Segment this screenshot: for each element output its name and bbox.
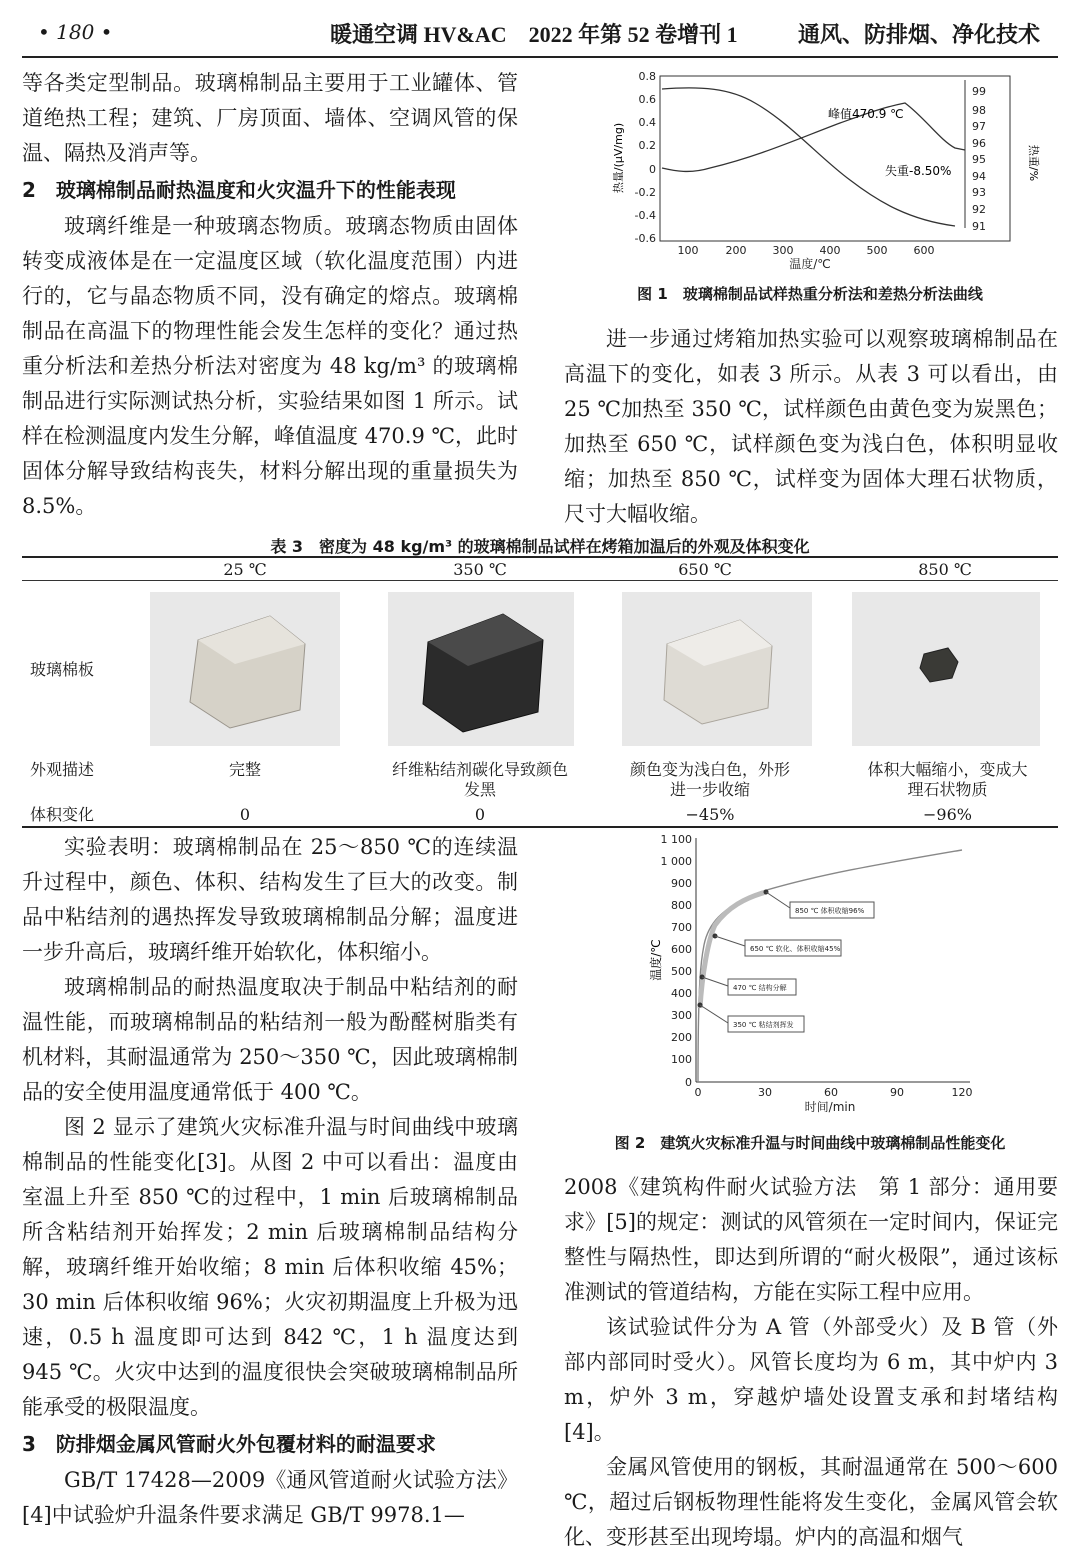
y-axis-label: 温度/℃	[649, 939, 663, 981]
y-tick: 900	[671, 877, 692, 890]
x-axis-label: 温度/℃	[789, 257, 831, 271]
x-tick: 500	[866, 244, 888, 257]
left-tick: 0	[649, 163, 656, 176]
table-bottom-rule	[22, 826, 1058, 828]
right-tick: 96	[972, 137, 986, 150]
left-column-bottom	[22, 830, 518, 1533]
appearance-cell: 颜色变为浅白色，外形进一步收缩	[629, 760, 790, 799]
paragraph: 等各类定型制品。玻璃棉制品主要用于工业罐体、管道绝热工程；建筑、厂房顶面、墙体、空调风管的保温、隔热及消声等。	[22, 71, 518, 165]
sample-photo-350c	[388, 592, 574, 746]
table-3-caption: 表 3 密度为 48 kg/m³ 的玻璃棉制品试样在烤箱加温后的外观及体积变化	[270, 537, 810, 556]
left-column-top	[22, 66, 518, 524]
y-tick: 800	[671, 899, 692, 912]
temp-header: 850 ℃	[918, 560, 972, 579]
sample-photo-650c	[622, 592, 812, 746]
y-tick: 400	[671, 987, 692, 1000]
x-tick: 200	[725, 244, 747, 257]
right-tick: 93	[972, 186, 986, 199]
x-tick: 120	[951, 1086, 973, 1099]
y-tick: 1 100	[660, 833, 692, 846]
x-tick: 60	[824, 1086, 838, 1099]
annotation-350: 350 ℃ 粘结剂挥发	[733, 1021, 794, 1029]
right-column-top	[564, 322, 1058, 532]
right-tick: 94	[972, 170, 986, 183]
x-tick: 400	[819, 244, 841, 257]
y-tick: 1 000	[660, 855, 692, 868]
appearance-cell: 体积大幅缩小，变成大理石状物质	[867, 760, 1028, 799]
volume-cell: 0	[474, 805, 486, 824]
paragraph: 图 2 显示了建筑火灾标准升温与时间曲线中玻璃棉制品的性能变化[3]。从图 2 中可以看出：温度由室温上升至 850 ℃的过程中，1 min 后玻璃棉制品所含粘结剂开始挥发；2 min 后玻璃棉制品结构分解，玻璃纤维开始收缩；8 min 后体积收缩 45%；30 min 后体积收缩 96%；火灾初期温度上升极为迅速，0.5 h 温度即可达到 842 ℃，1 h 温度达到 945 ℃。火灾中达到的温度很快会突破玻璃棉制品所能承受的极限温度。	[22, 1115, 518, 1419]
y-tick: 0	[685, 1076, 692, 1089]
right-column-bottom	[564, 1170, 1058, 1555]
paragraph: 实验表明：玻璃棉制品在 25～850 ℃的连续温升过程中，颜色、体积、结构发生了巨大的改变。制品中粘结剂的遇热挥发导致玻璃棉制品分解；温度进一步升高后，玻璃纤维开始软化，体积缩小。	[22, 835, 518, 964]
x-tick: 100	[677, 244, 699, 257]
row-label-volume: 体积变化	[30, 805, 95, 824]
volume-cell: 0	[239, 805, 251, 824]
temp-header: 25 ℃	[223, 560, 267, 579]
paragraph: 2008《建筑构件耐火试验方法 第 1 部分：通用要求》[5]的规定：测试的风管须在一定时间内，保证完整性与隔热性，即达到所谓的“耐火极限”，通过该标准测试的管道结构，方能在实际工程中应用。	[564, 1175, 1058, 1304]
x-tick: 0	[694, 1086, 702, 1099]
dsc-curve	[662, 103, 965, 171]
section-title: 通风、防排烟、净化技术	[797, 22, 1040, 47]
figure-1-chart	[560, 68, 1060, 278]
y-axis-label-left: 热量/(μV/mg)	[612, 122, 625, 194]
annotation-850: 850 ℃ 体积收缩96%	[795, 907, 865, 915]
paragraph: 该试验试件分为 A 管（外部受火）及 B 管（外部内部同时受火）。风管长度均为 6 m，其中炉内 3 m，炉外 3 m，穿越炉墙处设置支承和封堵结构[4]。	[564, 1315, 1058, 1444]
x-tick: 30	[758, 1086, 772, 1099]
figure-2-chart	[620, 830, 1000, 1120]
left-tick: -0.2	[634, 186, 656, 199]
left-tick: -0.6	[634, 232, 656, 245]
x-tick: 300	[772, 244, 794, 257]
peak-annotation: 峰值470.9 ℃	[828, 107, 904, 121]
right-tick: 91	[972, 220, 986, 233]
temp-header: 350 ℃	[453, 560, 507, 579]
annotation-650: 650 ℃ 软化、体积收缩45%	[750, 945, 841, 953]
x-tick: 600	[913, 244, 935, 257]
right-tick: 92	[972, 203, 986, 216]
y-tick: 700	[671, 921, 692, 934]
sample-photo-25c	[150, 592, 340, 746]
y-tick: 600	[671, 943, 692, 956]
left-tick: 0.2	[638, 139, 656, 152]
appearance-cell: 完整	[228, 760, 261, 779]
x-tick: 90	[890, 1086, 904, 1099]
plot-frame	[660, 76, 1010, 241]
y-tick: 300	[671, 1009, 692, 1022]
table-top-rule	[22, 556, 1058, 558]
section-heading-3: 3 防排烟金属风管耐火外包覆材料的耐温要求	[22, 1432, 436, 1456]
right-tick: 95	[972, 153, 986, 166]
left-tick: 0.4	[638, 116, 656, 129]
y-tick: 500	[671, 965, 692, 978]
fire-curve	[698, 850, 962, 1082]
right-tick: 98	[972, 104, 986, 117]
y-axis-label-right: 热重/%	[1027, 144, 1040, 182]
right-tick: 97	[972, 120, 986, 133]
volume-cell: −96%	[923, 805, 972, 824]
temp-header: 650 ℃	[678, 560, 732, 579]
row-label-appearance: 外观描述	[30, 760, 95, 779]
section-heading-2: 2 玻璃棉制品耐热温度和火灾温升下的性能表现	[22, 178, 456, 202]
table-header-rule	[22, 580, 1058, 581]
left-tick: -0.4	[634, 209, 656, 222]
paragraph: 进一步通过烤箱加热实验可以观察玻璃棉制品在高温下的变化，如表 3 所示。从表 3 可以看出，由 25 ℃加热至 350 ℃，试样颜色由黄色变为炭黑色；加热至 650 ℃，试样颜色变为浅白色，体积明显收缩；加热至 850 ℃，试样变为固体大理石状物质，尺寸大幅收缩。	[564, 327, 1058, 526]
sample-photo-850c	[852, 592, 1040, 746]
figure-1-caption: 图 1 玻璃棉制品试样热重分析法和差热分析法曲线	[637, 285, 983, 303]
right-tick: 99	[972, 85, 986, 98]
page-number: • 180 •	[38, 20, 113, 44]
paragraph: 玻璃纤维是一种玻璃态物质。玻璃态物质由固体转变成液体是在一定温度区域（软化温度范围）内进行的，它与晶态物质不同，没有确定的熔点。玻璃棉制品在高温下的物理性能会发生怎样的变化？通过热重分析法和差热分析法对密度为 48 kg/m³ 的玻璃棉制品进行实际测试热分析，实验结果如图 1 所示。试样在检测温度内发生分解，峰值温度 470.9 ℃，此时固体分解导致结构丧失，材料分解出现的重量损失为 8.5%。	[22, 214, 518, 518]
paragraph: GB/T 17428—2009《通风管道耐火试验方法》[4]中试验炉升温条件要求满足 GB/T 9978.1—	[22, 1468, 518, 1527]
header-rule	[22, 56, 1058, 58]
row-label-board: 玻璃棉板	[30, 660, 95, 679]
weight-loss-annotation: 失重-8.50%	[885, 164, 952, 178]
appearance-cell: 纤维粘结剂碳化导致颜色发黑	[391, 760, 568, 799]
figure-2-caption: 图 2 建筑火灾标准升温与时间曲线中玻璃棉制品性能变化	[614, 1134, 1006, 1152]
annotation-470: 470 ℃ 结构分解	[733, 984, 787, 992]
volume-cell: −45%	[685, 805, 735, 824]
left-tick: 0.8	[638, 70, 656, 83]
y-tick: 100	[671, 1053, 692, 1066]
journal-title: 暖通空调 HV&AC 2022 年第 52 卷增刊 1	[330, 22, 738, 47]
left-tick: 0.6	[638, 93, 656, 106]
paragraph: 金属风管使用的钢板，其耐温通常在 500～600 ℃，超过后钢板物理性能将发生变化，金属风管会软化、变形甚至出现垮塌。炉内的高温和烟气	[564, 1455, 1058, 1549]
paragraph: 玻璃棉制品的耐热温度取决于制品中粘结剂的耐温性能，而玻璃棉制品的粘结剂一般为酚醛树脂类有机材料，其耐温通常为 250～350 ℃，因此玻璃棉制品的安全使用温度通常低于 400 ℃。	[22, 975, 518, 1104]
x-axis-label: 时间/min	[804, 1100, 856, 1114]
y-tick: 200	[671, 1031, 692, 1044]
